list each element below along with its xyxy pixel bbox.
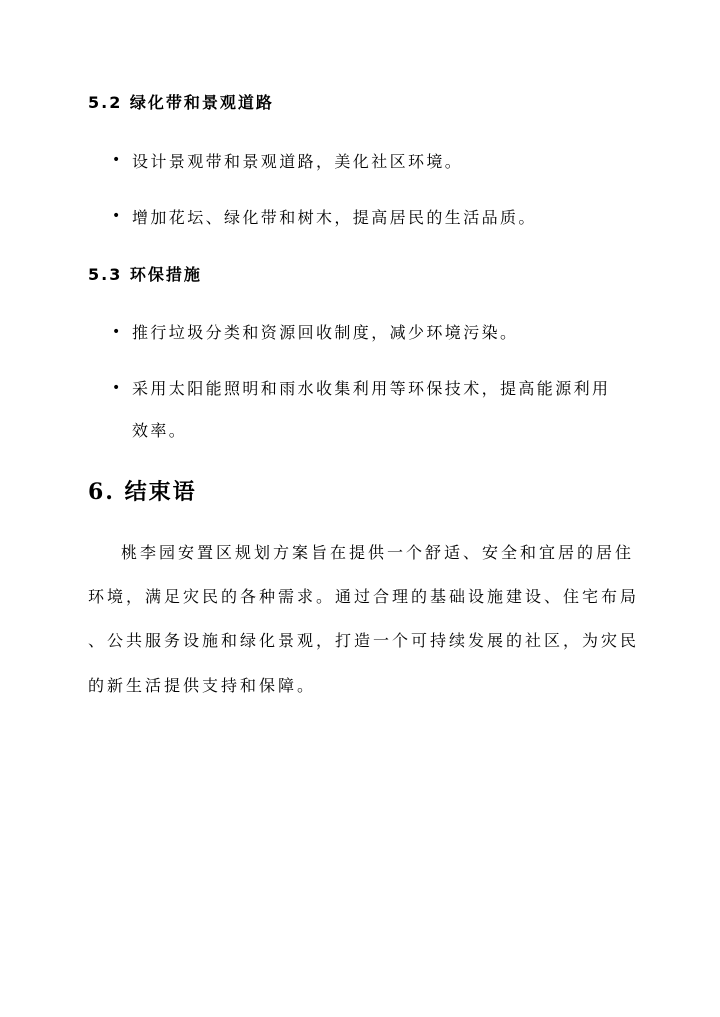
paragraph-line: 的新生活提供支持和保障。 [88, 676, 317, 695]
list-item-continuation: 效率。 [132, 421, 188, 440]
section-heading-6: 6. 结束语 [88, 479, 197, 505]
paragraph-line: 桃李园安置区规划方案旨在提供一个舒适、安全和宜居的居住 [121, 543, 635, 562]
paragraph-line: 环境，满足灾民的各种需求。通过合理的基础设施建设、住宅布局 [88, 587, 640, 606]
paragraph-line: 、公共服务设施和绿化景观，打造一个可持续发展的社区，为灾民 [88, 631, 640, 650]
list-item: 推行垃圾分类和资源回收制度，减少环境污染。 [132, 323, 519, 342]
section-heading-5-2: 5.2 绿化带和景观道路 [88, 93, 274, 112]
bullet-marker: • [112, 324, 121, 340]
bullet-marker: • [112, 152, 121, 168]
list-item: 增加花坛、绿化带和树木，提高居民的生活品质。 [132, 208, 537, 227]
bullet-marker: • [112, 380, 121, 396]
list-item: 采用太阳能照明和雨水收集利用等环保技术，提高能源利用 [132, 379, 611, 398]
bullet-marker: • [112, 208, 121, 224]
list-item: 设计景观带和景观道路，美化社区环境。 [132, 152, 464, 171]
section-heading-5-3: 5.3 环保措施 [88, 265, 202, 284]
